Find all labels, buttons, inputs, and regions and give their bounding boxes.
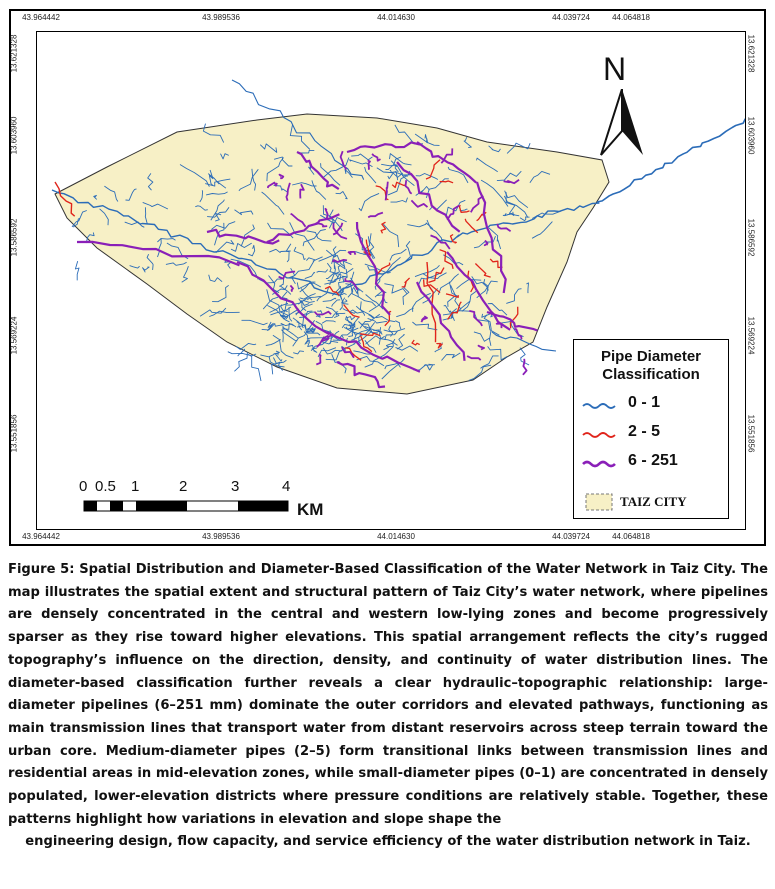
y-tick-right-3: 13.586592 <box>746 218 756 257</box>
x-tick-bottom-4: 44.039724 <box>552 532 590 541</box>
x-tick-top-3: 44.014630 <box>377 13 415 22</box>
scale-tick-4: 4 <box>282 478 291 495</box>
legend-label-medium: 2 - 5 <box>628 423 661 440</box>
x-tick-top-1: 43.964442 <box>22 13 60 22</box>
scale-tick-3: 3 <box>231 478 240 495</box>
legend-swatch-medium <box>582 429 616 441</box>
scale-tick-0-5: 0.5 <box>95 478 116 495</box>
y-tick-right-5: 13.551856 <box>746 414 756 453</box>
pipe-segment-small <box>238 349 245 356</box>
x-tick-top-2: 43.989536 <box>202 13 240 22</box>
pipe-segment-small <box>75 261 79 280</box>
legend-swatch-small <box>582 400 616 412</box>
pipe-segment-small <box>234 352 247 371</box>
north-arrow-icon <box>597 89 647 159</box>
x-tick-bottom-3: 44.014630 <box>377 532 415 541</box>
scale-tick-1: 1 <box>131 478 140 495</box>
legend-title-line1: Pipe Diameter <box>600 348 702 365</box>
legend-swatch-large <box>582 458 616 470</box>
y-tick-right-2: 13.603960 <box>746 116 756 155</box>
legend-swatch-city <box>584 492 614 512</box>
pipe-segment-large <box>523 359 527 375</box>
y-tick-left-2: 13.603960 <box>9 116 19 155</box>
x-tick-top-5: 44.064818 <box>612 13 650 22</box>
x-tick-bottom-2: 43.989536 <box>202 532 240 541</box>
x-tick-bottom-5: 44.064818 <box>612 532 650 541</box>
caption-text <box>8 559 768 831</box>
legend-label-large: 6 - 251 <box>628 452 678 469</box>
y-tick-left-4: 13.569224 <box>9 316 19 355</box>
scale-tick-0: 0 <box>79 478 88 495</box>
y-tick-left-5: 13.551856 <box>9 414 19 453</box>
legend-label-city: TAIZ CITY <box>620 494 687 509</box>
y-tick-right-4: 13.569224 <box>746 316 756 355</box>
caption-last-line: engineering design, flow capacity, and service efficiency of the water distribution network in Taiz. <box>25 834 751 850</box>
x-tick-bottom-1: 43.964442 <box>22 532 60 541</box>
y-tick-right-1: 13.621328 <box>746 34 756 73</box>
caption-body: The map illustrates the spatial extent and structural pattern of Taiz City’s water network, where pipelines are densely concentrated in the central and western low-lying zones and become progressively sparser as they rise toward higher elevations. This spatial arrangement reflects the city’s rugged topography’s influence on the direction, density, and continuity of water distribution lines. The diameter-based classification further reveals a clear hydraulic–topographic relationship: large-diameter pipelines (6–251 mm) dominate the outer corridors and elevated pathways, functioning as main transmission lines that transport water from distant reservoirs across steep terrain toward the urban core. Medium-diameter pipes (2–5) form transitional links between transmission lines and residential areas in mid-elevation zones, while small-diameter pipes (0–1) are concentrated in densely populated, lower-elevation districts where pressure conditions are relatively stable. Together, these patterns highlight how variations in elevation and slope shape the <box>8 562 768 827</box>
scale-tick-2: 2 <box>179 478 188 495</box>
map-frame <box>9 9 766 546</box>
x-tick-top-4: 44.039724 <box>552 13 590 22</box>
scale-unit: KM <box>297 500 324 519</box>
scale-bar <box>51 466 324 519</box>
y-tick-left-3: 13.586592 <box>9 218 19 257</box>
legend-label-small: 0 - 1 <box>628 394 661 411</box>
caption-title: Figure 5: Spatial Distribution and Diameter-Based Classification of the Water Network in Taiz City. <box>8 562 737 577</box>
legend <box>573 339 729 519</box>
figure-caption <box>8 559 768 854</box>
north-arrow-label: N <box>603 51 627 87</box>
y-tick-left-1: 13.621328 <box>9 34 19 73</box>
legend-title-line2: Classification <box>602 366 700 383</box>
scale-bar-graphic <box>83 500 289 512</box>
